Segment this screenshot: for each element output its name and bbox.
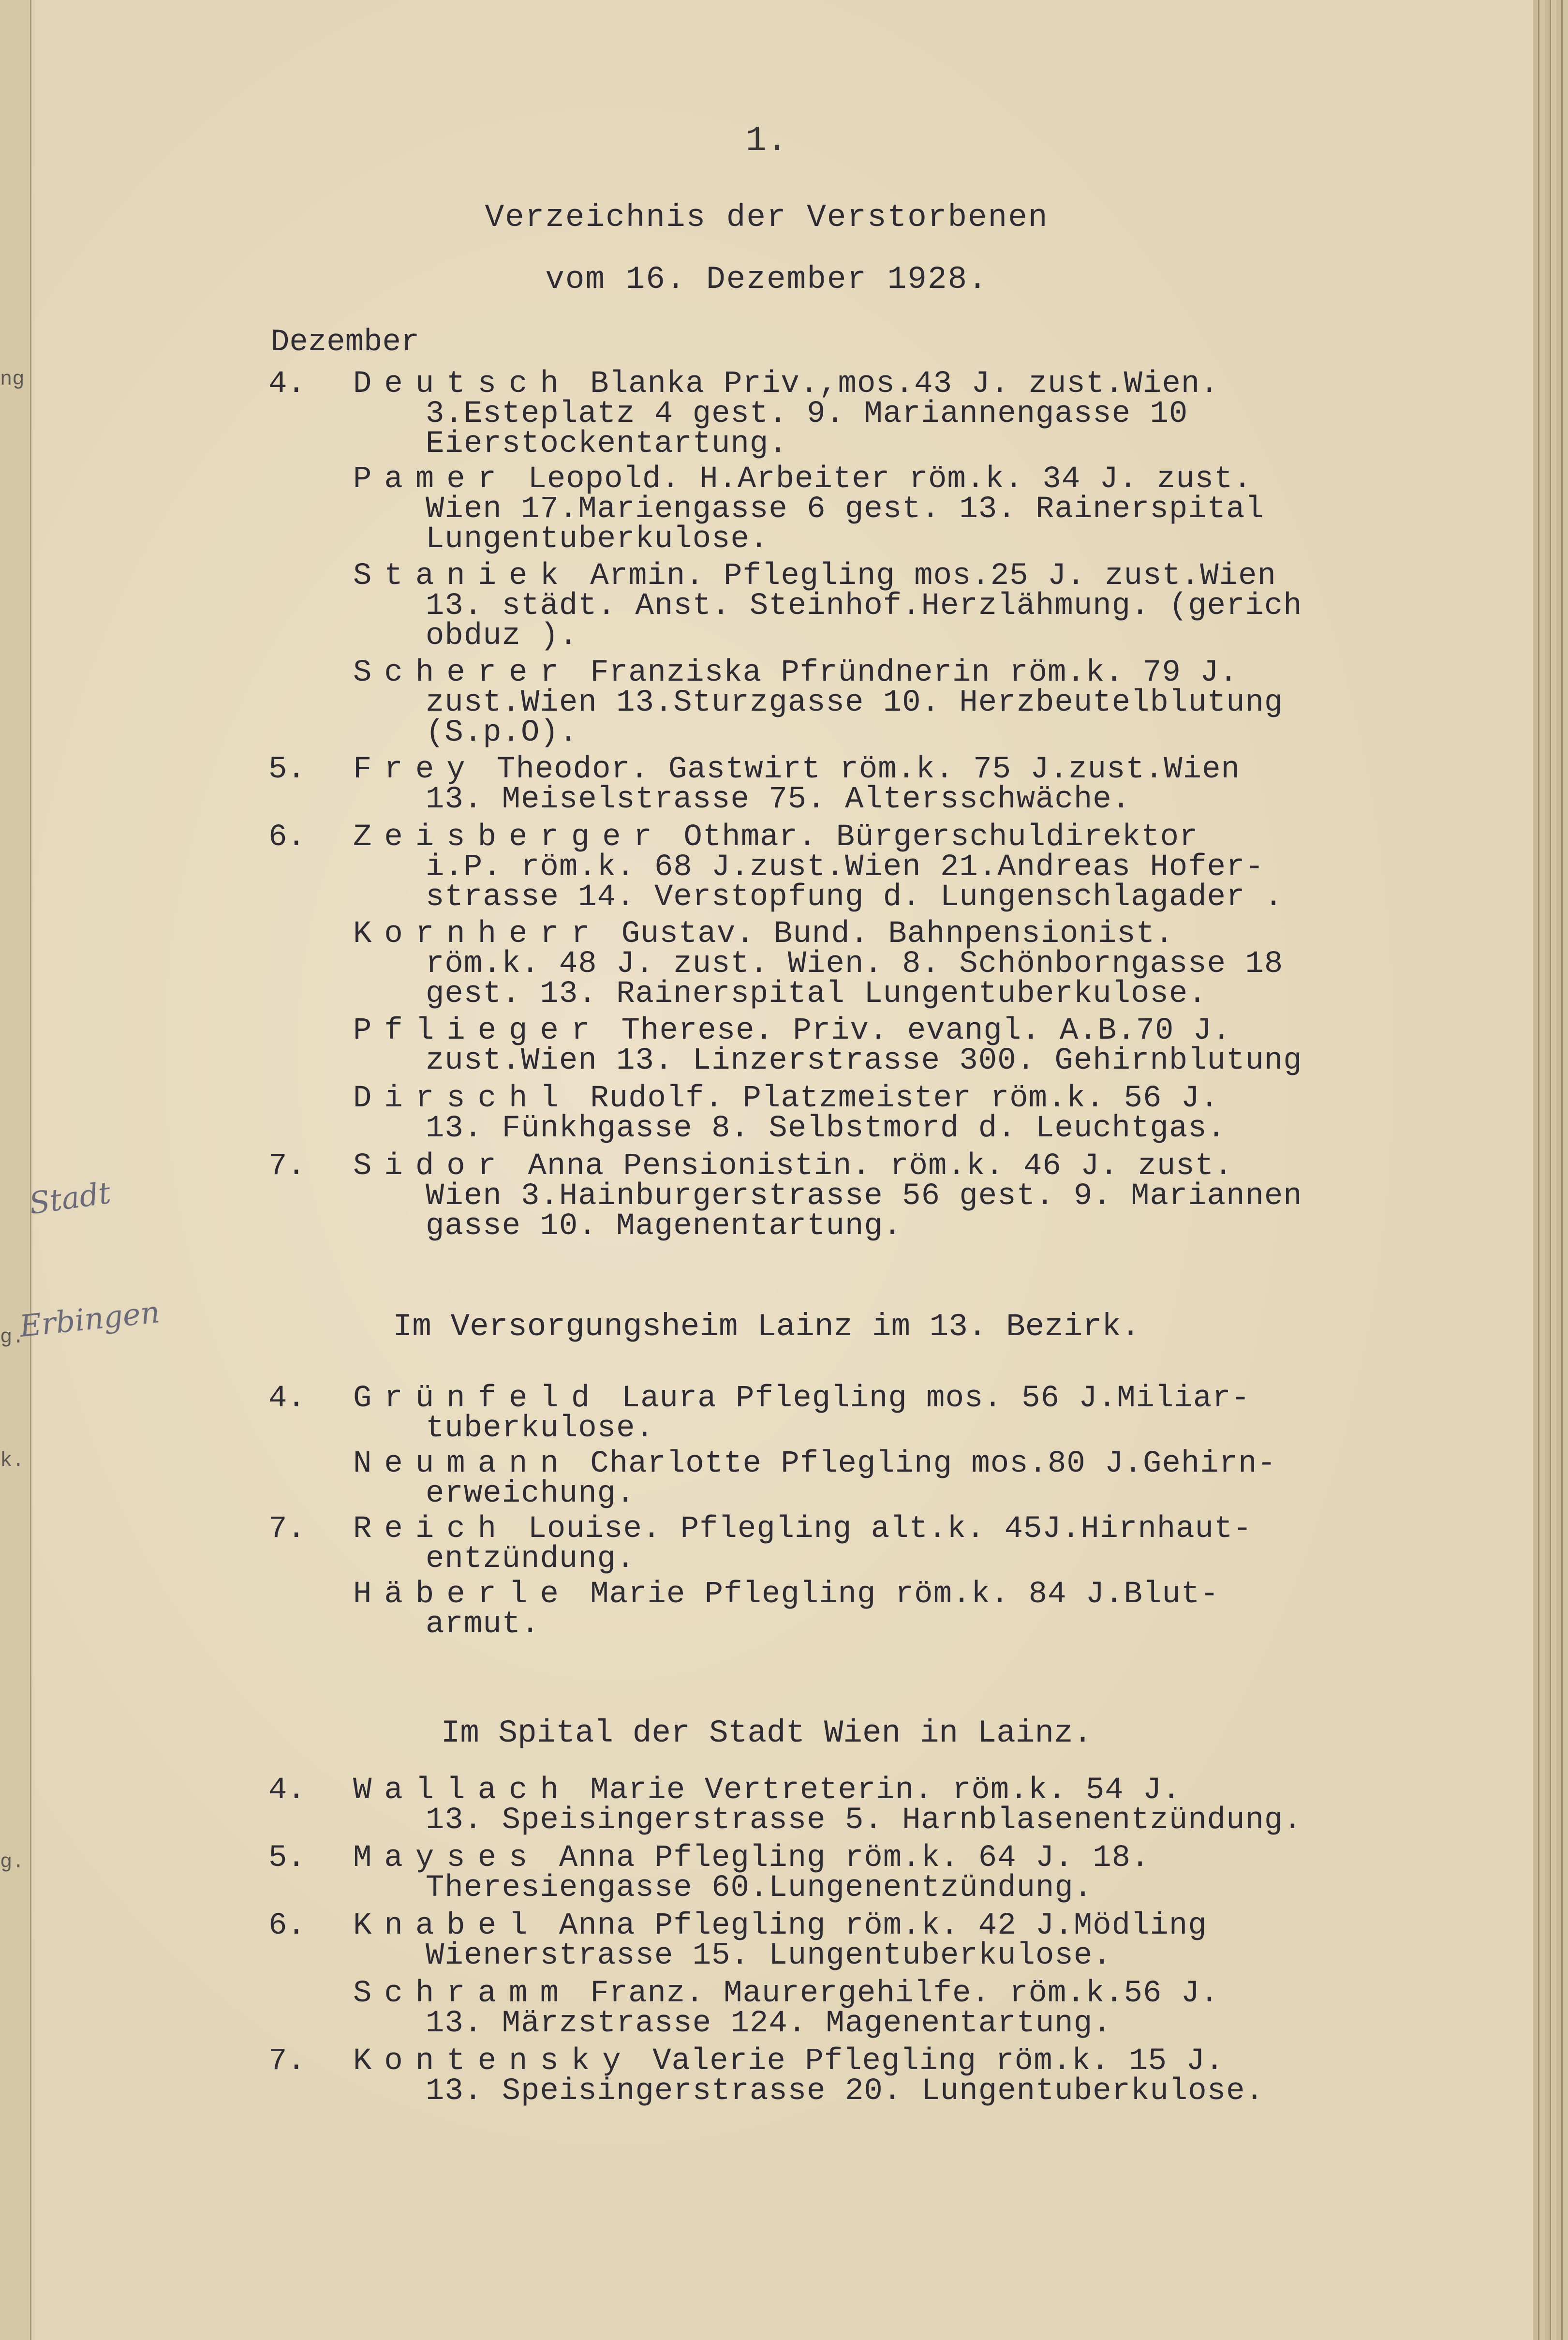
margin-fragment: g.	[0, 1326, 25, 1349]
entry-continuation-line: 13. städt. Anst. Steinhof.Herzlähmung. (gerich	[426, 589, 1302, 624]
entry-day: 5.	[268, 1841, 306, 1876]
entry-continuation-line: röm.k. 48 J. zust. Wien. 8. Schönborngasse 18	[426, 947, 1284, 982]
entry-surname: Knabel	[353, 1908, 540, 1943]
entry-continuation-line: 13. Speisingerstrasse 20. Lungentuberkulose.	[426, 2074, 1264, 2109]
entry-day: 7.	[268, 1512, 306, 1547]
entry-text: Gustav. Bund. Bahnpensionist.	[602, 917, 1174, 952]
margin-note-erbingen: Erbingen	[17, 1294, 162, 1344]
entry-continuation-line: Eierstockentartung.	[426, 427, 788, 462]
entry-text: Anna Pflegling röm.k. 42 J.Mödling	[540, 1908, 1207, 1943]
entry-surname: Wallach	[353, 1773, 571, 1808]
entry-continuation-line: 13. Speisingerstrasse 5. Harnblasenentzündung.	[426, 1803, 1302, 1838]
entry-continuation-line: (S.p.O).	[426, 715, 578, 750]
entry-continuation-line: Wienerstrasse 15. Lungentuberkulose.	[426, 1938, 1112, 1973]
entry-surname: Zeisberger	[353, 820, 665, 855]
entry-continuation-line: Theresiengasse 60.Lungenentzündung.	[426, 1871, 1093, 1906]
entry-text: Rudolf. Platzmeister röm.k. 56 J.	[571, 1081, 1219, 1116]
entry-continuation-line: strasse 14. Verstopfung d. Lungenschlagader .	[426, 880, 1284, 915]
entry-surname: Kontensky	[353, 2044, 634, 2079]
entry-text: Anna Pensionistin. röm.k. 46 J. zust.	[509, 1149, 1233, 1184]
page-stack-edge	[1533, 0, 1568, 2340]
margin-note-stadt: Stadt	[27, 1175, 113, 1222]
entry-day: 6.	[268, 1908, 306, 1943]
entry-day: 4.	[268, 1381, 306, 1416]
entry-continuation-line: Wien 3.Hainburgerstrasse 56 gest. 9. Mariannen	[426, 1179, 1302, 1214]
entry-day: 5.	[268, 752, 306, 787]
entry-surname: Sidor	[353, 1149, 509, 1184]
margin-fragment: k.	[0, 1449, 25, 1472]
entry-surname: Schramm	[353, 1976, 571, 2011]
entry-text: Valerie Pflegling röm.k. 15 J.	[633, 2044, 1225, 2079]
margin-fragment: ng	[0, 368, 25, 391]
entry-continuation-line: obduz ).	[426, 619, 578, 654]
entry-continuation-line: 3.Esteplatz 4 gest. 9. Mariannengasse 10	[426, 397, 1188, 432]
entry-surname: Mayses	[353, 1841, 540, 1876]
entry-surname: Pflieger	[353, 1014, 603, 1048]
page-number: 1.	[745, 121, 788, 161]
month-heading: Dezember	[271, 325, 420, 360]
entry-surname: Dirschl	[353, 1081, 571, 1116]
entry-surname: Pamer	[353, 462, 509, 497]
entry-continuation-line: gest. 13. Rainerspital Lungentuberkulose.	[426, 977, 1207, 1012]
entry-continuation-line: erweichung.	[426, 1476, 636, 1511]
entry-text: Theodor. Gastwirt röm.k. 75 J.zust.Wien	[477, 752, 1240, 787]
entry-surname: Häberle	[353, 1577, 571, 1612]
entry-continuation-line: 13. Meiselstrasse 75. Altersschwäche.	[426, 782, 1131, 817]
entry-continuation-line: armut.	[426, 1607, 540, 1642]
entry-continuation-line: Lungentuberkulose.	[426, 522, 769, 557]
entry-text: Franz. Maurergehilfe. röm.k.56 J.	[571, 1976, 1219, 2011]
entry-day: 4.	[268, 367, 306, 402]
entry-day: 7.	[268, 1149, 306, 1184]
entry-text: Charlotte Pflegling mos.80 J.Gehirn-	[571, 1446, 1276, 1481]
entry-text: Marie Pflegling röm.k. 84 J.Blut-	[571, 1577, 1219, 1612]
entry-continuation-line: 13. Fünkhgasse 8. Selbstmord d. Leuchtgas.	[426, 1111, 1227, 1146]
entry-text: Leopold. H.Arbeiter röm.k. 34 J. zust.	[509, 462, 1252, 497]
entry-continuation-line: Wien 17.Mariengasse 6 gest. 13. Rainerspital	[426, 492, 1264, 527]
entry-text: Louise. Pflegling alt.k. 45J.Hirnhaut-	[509, 1512, 1252, 1547]
margin-fragment: g.	[0, 1850, 25, 1874]
entry-surname: Reich	[353, 1512, 509, 1547]
entry-continuation-line: gasse 10. Magenentartung.	[426, 1209, 902, 1244]
entry-continuation-line: i.P. röm.k. 68 J.zust.Wien 21.Andreas Hofer-	[426, 850, 1264, 885]
entry-continuation-line: 13. Märzstrasse 124. Magenentartung.	[426, 2006, 1112, 2041]
entry-surname: Neumann	[353, 1446, 571, 1481]
section-title-spital: Im Spital der Stadt Wien in Lainz.	[441, 1715, 1093, 1751]
entry-surname: Deutsch	[353, 367, 571, 402]
entry-text: Othmar. Bürgerschuldirektor	[665, 820, 1198, 855]
section-title-versorgungsheim: Im Versorgungsheim Lainz im 13. Bezirk.	[393, 1309, 1140, 1345]
entry-day: 7.	[268, 2044, 306, 2079]
entry-text: Blanka Priv.,mos.43 J. zust.Wien.	[571, 367, 1219, 402]
entry-continuation-line: zust.Wien 13. Linzerstrasse 300. Gehirnblutung	[426, 1043, 1302, 1078]
entry-text: Armin. Pflegling mos.25 J. zust.Wien	[571, 559, 1276, 594]
entry-continuation-line: entzündung.	[426, 1542, 636, 1577]
entry-text: Therese. Priv. evangl. A.B.70 J.	[602, 1014, 1231, 1048]
entry-text: Marie Vertreterin. röm.k. 54 J.	[571, 1773, 1181, 1808]
entry-continuation-line: zust.Wien 13.Sturzgasse 10. Herzbeutelblutung	[426, 686, 1284, 720]
entry-text: Franziska Pfründnerin röm.k. 79 J.	[571, 656, 1239, 690]
document-subtitle: vom 16. Dezember 1928.	[545, 261, 988, 298]
entry-surname: Grünfeld	[353, 1381, 603, 1416]
document-title: Verzeichnis der Verstorbenen	[485, 199, 1049, 236]
entry-surname: Scherer	[353, 656, 571, 690]
entry-continuation-line: tuberkulose.	[426, 1411, 654, 1446]
entry-text: Anna Pflegling röm.k. 64 J. 18.	[540, 1841, 1150, 1876]
previous-page-edge	[0, 0, 31, 2340]
entry-surname: Frey	[353, 752, 478, 787]
entry-day: 4.	[268, 1773, 306, 1808]
entry-day: 6.	[268, 820, 306, 855]
entry-text: Laura Pflegling mos. 56 J.Miliar-	[602, 1381, 1251, 1416]
entry-surname: Staniek	[353, 559, 571, 594]
entry-surname: Kornherr	[353, 917, 603, 952]
